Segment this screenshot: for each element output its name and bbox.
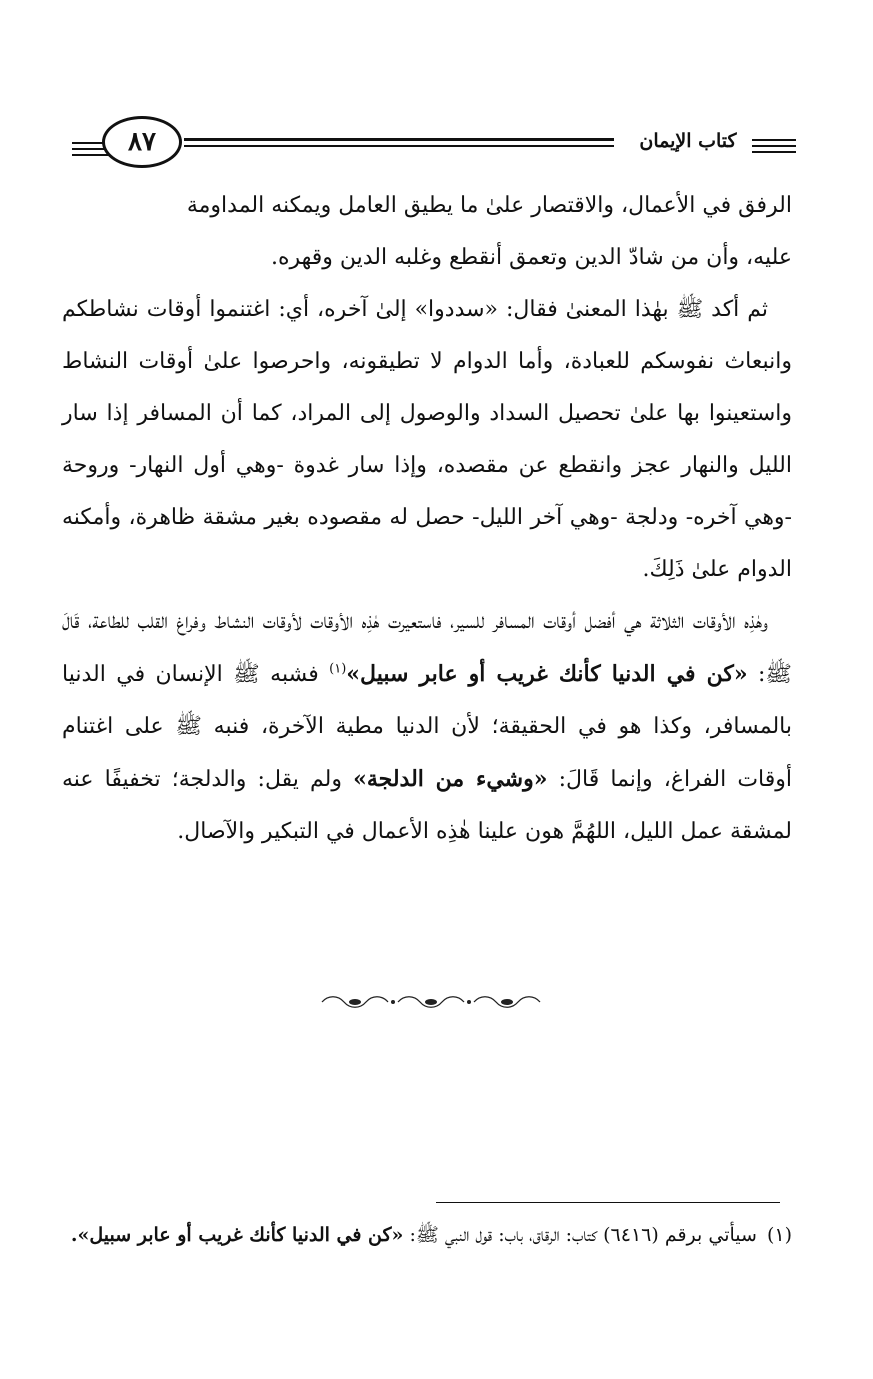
footnote [62,1210,792,1260]
chapter-title: كتاب الإيمان [628,130,748,152]
footnote-quote: «كن في الدنيا كأنك غريب أو عابر سبيل». [70,1224,404,1246]
hadith-quote-1: «كن في الدنيا كأنك غريب أو عابر سبيل» [346,661,748,687]
page-number: ٨٧ [102,116,182,168]
paragraph-1-line-1: الرفق في الأعمال، والاقتصار علىٰ ما يطيق العامل ويمكنه المداومة [186,193,792,218]
paragraph-2: ثم أكد ﷺ بهٰذا المعنىٰ فقال: «سددوا» إلىٰ آخره، أي: اغتنموا أوقات نشاطكم وانبعاث نفوسكم للعبادة، وأما الدوام لا تطيقونه، واحرصوا علىٰ أوقات النشاط واستعينوا بها علىٰ تحصيل السداد والوصول إلى المراد، كما أن المسافر إذا سار الليل والنهار عجز وانقطع عن مقصده، وإذا سار غدوة -وهي أول النهار- وروحة -وهي آخره- ودلجة -وهي آخر الليل- حصل له مقصوده بغير مشقة ظاهرة، وأمكنه الدوام علىٰ ذَلِكَ. [62,297,792,582]
header-rule-middle [184,138,614,151]
footnote-number: (١) [766,1224,792,1246]
footnote-text: سيأتي برقم (٦٤١٦) كتاب: الرقاق، باب: قول النبي ﷺ: [403,1224,757,1246]
footnote-reference[interactable]: (١) [329,661,347,677]
header-rule-right [752,139,796,157]
paragraph-3-text-c: ولم يقل: والدلجة؛ تخفيفًا عنه لمشقة عمل الليل، اللهُمَّ هون علينا هٰذِه الأعمال في التبكير والآصال. [62,767,792,844]
paragraph-3-text-a: وهٰذِه الأوقات الثلاثة هي أفضل أوقات المسافر للسير، فاستعيرت هٰذِه الأوقات لأوقات النشاط وفراغ القلب للطاعة، قَالَ ﷺ: [62,609,792,687]
hadith-quote-2: «وشيء من الدلجة» [353,766,548,792]
paragraph-3-text-b: فشبه ﷺ الإنسان في الدنيا بالمسافر، وكذا هو في الحقيقة؛ لأن الدنيا مطية الآخرة، فنبه ﷺ على اغتنام أوقات الفراغ، وإنما قَالَ: [62,662,792,792]
section-divider-ornament [318,990,544,1014]
main-text [62,180,792,858]
ornament-icon [318,991,544,1013]
page-header [72,112,796,176]
paragraph-1-line-2: عليه، وأن من شادّ الدين وتعمق أنقطع وغلبه الدين وقهره. [270,245,792,270]
footnote-separator [436,1202,780,1203]
paragraph-3 [62,596,792,858]
